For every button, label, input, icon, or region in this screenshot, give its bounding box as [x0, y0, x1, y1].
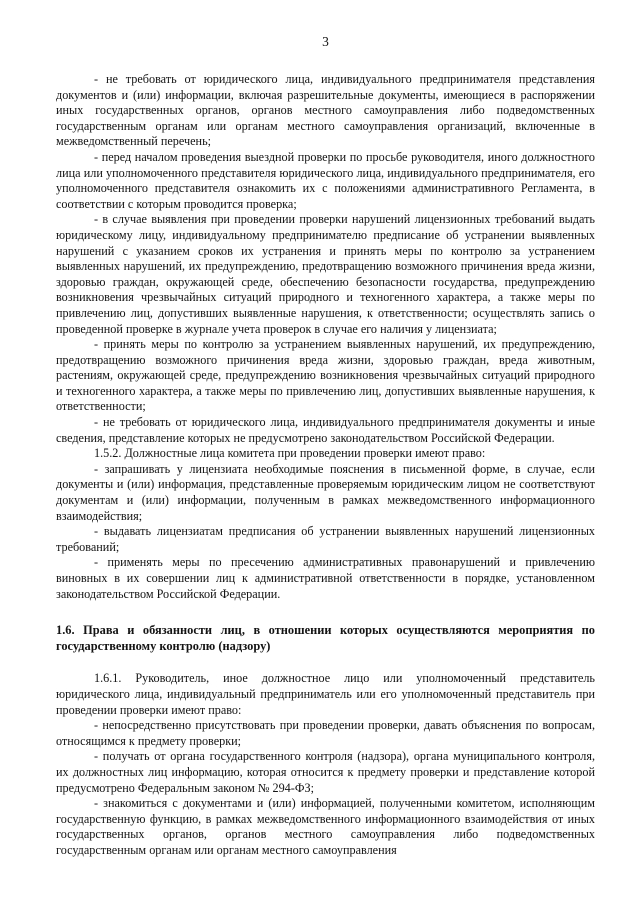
paragraph: - перед началом проведения выездной проверки по просьбе руководителя, иного должностного лица или уполномоченного представителя юридического лица, индивидуального предпринимателя, его уполномоченного представителя ознакомить их с положениями административного Регламента, в соответствии с которым проводится проверка;	[56, 149, 595, 211]
body-text-lower	[56, 671, 595, 858]
paragraph: - выдавать лицензиатам предписания об устранении выявленных нарушений лицензионных требований;	[56, 524, 595, 554]
paragraph: - запрашивать у лицензиата необходимые пояснения в письменной форме, в случае, если документы и (или) информация, представленные проверяемым юридическим лицом не соответствуют документам и (или) информации, полученным в рамках межведомственного информационного взаимодействия;	[56, 461, 595, 523]
paragraph: 1.6.1. Руководитель, иное должностное лицо или уполномоченный представитель юридического лица, индивидуальный предприниматель или его уполномоченный представитель при проведении проверки имеют право:	[56, 671, 595, 717]
paragraph: - получать от органа государственного контроля (надзора), органа муниципального контроля, их должностных лиц информацию, которая относится к предмету проверки и представление которой предусмотрено Федеральным законом № 294-ФЗ;	[56, 749, 595, 795]
paragraph: - знакомиться с документами и (или) информацией, полученными комитетом, исполняющим государственную функцию, в рамках межведомственного информационного взаимодействия от иных государственных органов, органов местного самоуправления либо подведомственных государственным органам или органам местного самоуправления	[56, 796, 595, 857]
paragraph: - принять меры по контролю за устранением выявленных нарушений, их предупреждению, предотвращению возможного причинения вреда жизни, здоровью граждан, вреда животным, растениям, окружающей среде, предупреждению возникновения чрезвычайных ситуаций природного и техногенного характера, а также меры по привлечению лиц, допустивших выявленные нарушения, к ответственности;	[56, 337, 595, 414]
paragraph: - применять меры по пресечению административных правонарушений и привлечению виновных в их совершении лиц к административной ответственности в порядке, установленном законодательством Российской Федерации.	[56, 555, 595, 601]
paragraph: - непосредственно присутствовать при проведении проверки, давать объяснения по вопросам, относящимся к предмету проверки;	[56, 718, 595, 748]
page-number: 3	[322, 34, 329, 49]
paragraph: 1.5.2. Должностные лица комитета при проведении проверки имеют право:	[94, 446, 486, 461]
paragraph: - в случае выявления при проведении проверки нарушений лицензионных требований выдать юридическому лицу, индивидуальному предпринимателю предписание об устранении выявленных нарушений с указанием сроков их устранения и принять меры по контролю за устранением выявленных нарушений, их предупреждению, предотвращению возможного причинения вреда жизни, здоровью граждан, окружающей среде, обеспечению безопасности государства, предупреждению возникновения чрезвычайных ситуаций природного и техногенного характера, а также меры по привлечению лиц, допустивших выявленные нарушения, к ответственности; осуществлять запись о проведенной проверке в журнале учета проверок в случае его наличия у лицензиата;	[56, 212, 595, 336]
paragraph: - не требовать от юридического лица, индивидуального предпринимателя документы и иные сведения, представление которых не предусмотрено законодательством Российской Федерации.	[56, 415, 595, 445]
paragraph: - не требовать от юридического лица, индивидуального предпринимателя представления документов и (или) информации, включая разрешительные документы, имеющиеся в распоряжении иных государственных органов, органов местного самоуправления либо подведомственных государственным органам или органам местного самоуправления организаций, включенные в межведомственный перечень;	[56, 72, 595, 149]
section-heading: 1.6. Права и обязанности лиц, в отношении которых осуществляются мероприятия по государственному контролю (надзору)	[56, 623, 595, 653]
body-text-upper	[56, 72, 595, 602]
